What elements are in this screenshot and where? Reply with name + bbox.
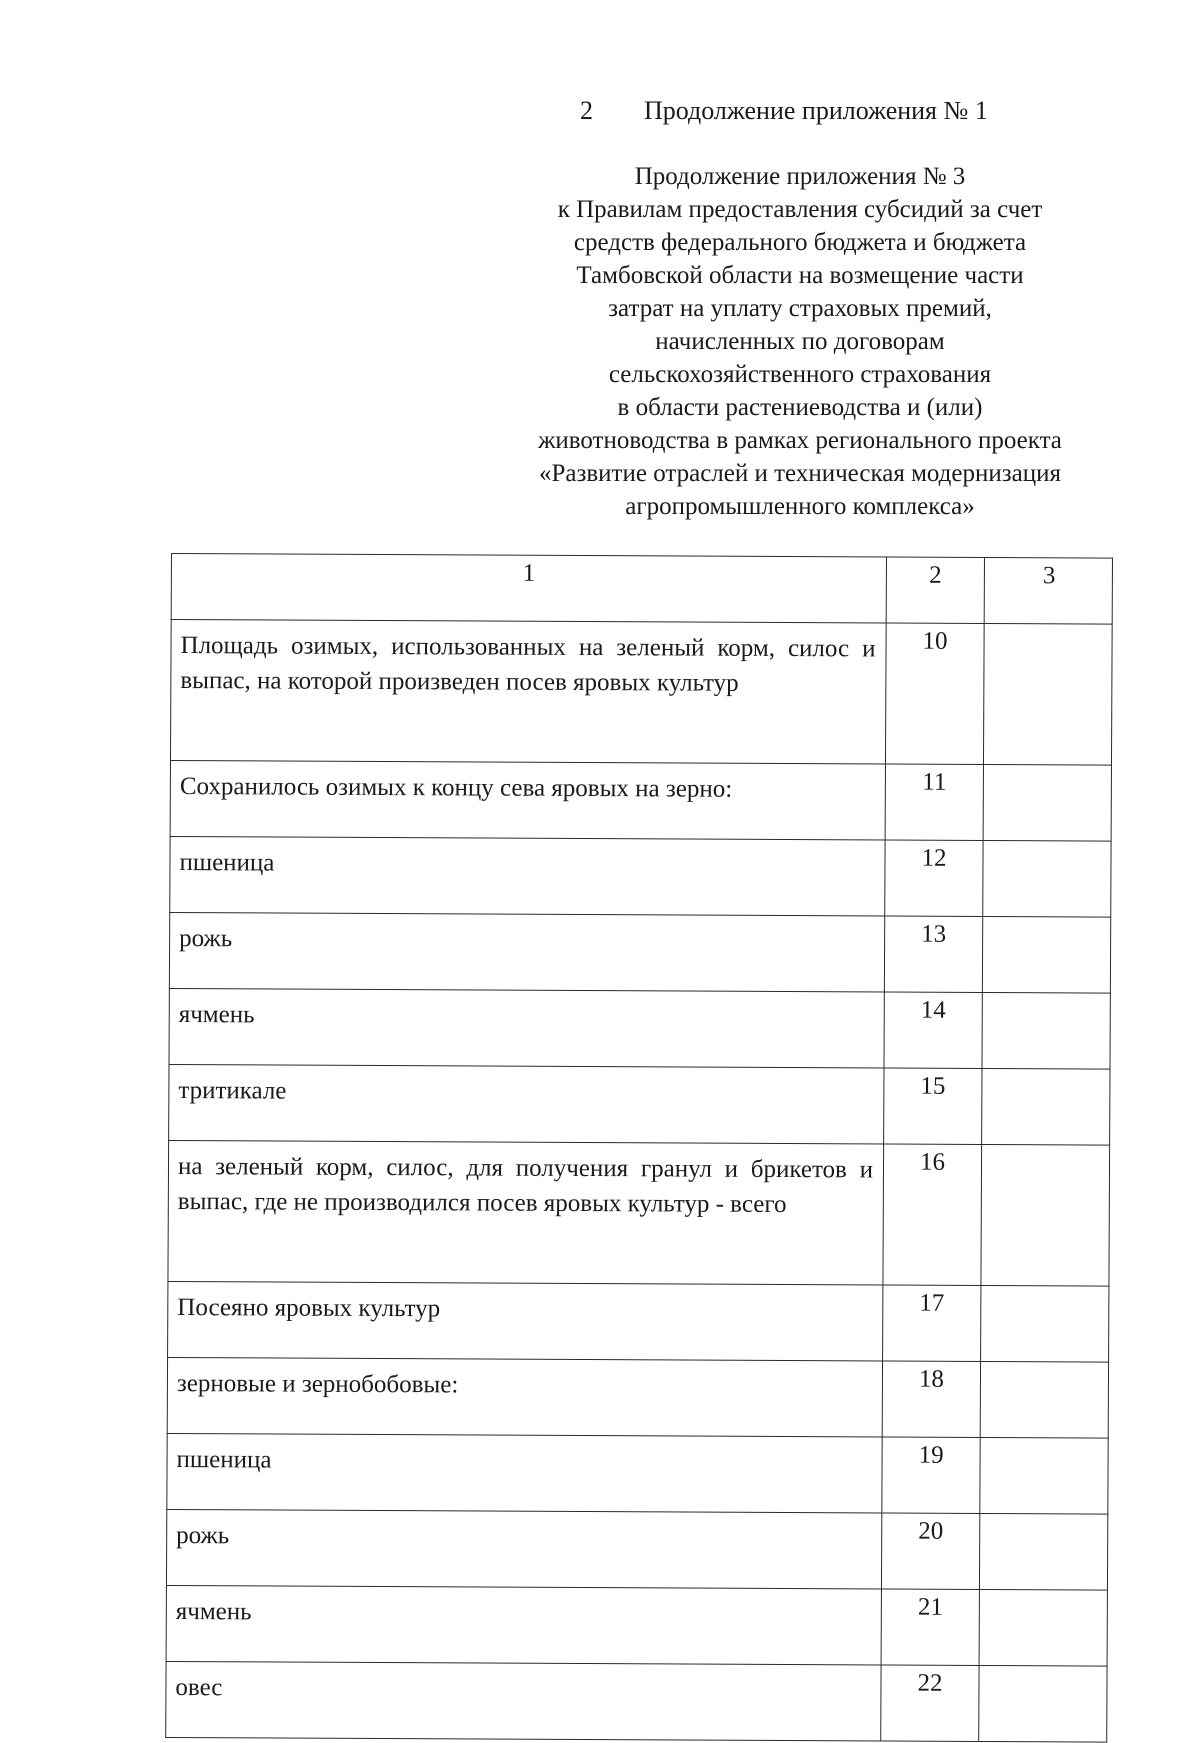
row-value bbox=[979, 1589, 1107, 1666]
row-label: рожь bbox=[169, 912, 884, 991]
row-label: зерновые и зернобобовые: bbox=[167, 1357, 882, 1436]
row-value bbox=[982, 992, 1110, 1069]
row-label: пшеница bbox=[170, 836, 885, 915]
row-value bbox=[979, 1513, 1107, 1590]
table-row bbox=[170, 760, 1111, 841]
row-code: 13 bbox=[884, 916, 982, 992]
row-code: 20 bbox=[881, 1513, 979, 1589]
column-header-3: 3 bbox=[984, 557, 1112, 624]
appendix-line: начисленных по договорам bbox=[655, 328, 945, 355]
data-table bbox=[165, 553, 1113, 1743]
column-header-2: 2 bbox=[886, 557, 984, 623]
table-row bbox=[168, 1140, 1110, 1286]
table-row bbox=[170, 836, 1111, 917]
appendix-line: в области растениеводства и (или) bbox=[617, 394, 983, 421]
column-header-1: 1 bbox=[171, 554, 886, 623]
table-row bbox=[169, 988, 1110, 1069]
appendix-line: средств федерального бюджета и бюджета bbox=[573, 229, 1027, 256]
continuation-title: Продолжение приложения № 1 bbox=[644, 96, 988, 125]
row-label: овес bbox=[166, 1661, 881, 1740]
page-number: 2 bbox=[580, 96, 593, 125]
table-header-row bbox=[171, 554, 1112, 625]
row-value bbox=[980, 1361, 1108, 1438]
row-label: Площадь озимых, использованных на зеленый корм, силос и выпас, на которой произведен посев яровых культур bbox=[170, 620, 886, 764]
appendix-line: «Развитие отраслей и техническая модернизация bbox=[539, 460, 1061, 487]
row-value bbox=[981, 1144, 1110, 1286]
row-code: 12 bbox=[885, 840, 983, 916]
appendix-line: сельскохозяйственного страхования bbox=[608, 361, 992, 388]
appendix-line: затрат на уплату страховых премий, bbox=[608, 295, 992, 322]
table-row bbox=[167, 1433, 1108, 1514]
table-row bbox=[166, 1661, 1107, 1742]
row-value bbox=[982, 916, 1110, 993]
row-value bbox=[981, 1285, 1109, 1362]
table-row bbox=[166, 1509, 1107, 1590]
row-code: 17 bbox=[883, 1285, 981, 1361]
table-row bbox=[166, 1585, 1107, 1666]
row-label: тритикале bbox=[169, 1064, 884, 1143]
row-label: на зеленый корм, силос, для получения гранул и брикетов и выпас, где не производился посев яровых культур - всего bbox=[168, 1140, 884, 1284]
table-row bbox=[170, 620, 1112, 766]
table-row bbox=[168, 1281, 1109, 1362]
appendix-line: агропромышленного комплекса» bbox=[625, 493, 975, 520]
appendix-note bbox=[480, 160, 1120, 523]
row-value bbox=[983, 764, 1111, 841]
row-label: Посеяно яровых культур bbox=[168, 1281, 883, 1360]
row-code: 14 bbox=[884, 992, 982, 1068]
row-label: ячмень bbox=[169, 988, 884, 1067]
table-row bbox=[169, 1064, 1110, 1145]
row-label: пшеница bbox=[167, 1433, 882, 1512]
table-row bbox=[167, 1357, 1108, 1438]
appendix-line: к Правилам предоставления субсидий за счет bbox=[557, 196, 1043, 223]
row-label: Сохранилось озимых к концу сева яровых на зерно: bbox=[170, 760, 885, 839]
row-code: 18 bbox=[882, 1361, 980, 1437]
row-code: 11 bbox=[885, 764, 983, 840]
row-value bbox=[983, 623, 1112, 765]
row-code: 10 bbox=[885, 623, 984, 764]
row-value bbox=[982, 1068, 1110, 1145]
row-code: 19 bbox=[882, 1437, 980, 1513]
row-value bbox=[980, 1437, 1108, 1514]
appendix-line: Тамбовской области на возмещение части bbox=[576, 262, 1024, 289]
appendix-line: Продолжение приложения № 3 bbox=[634, 163, 966, 190]
appendix-line: животноводства в рамках регионального проекта bbox=[538, 427, 1062, 454]
table-row bbox=[169, 912, 1110, 993]
row-label: рожь bbox=[166, 1509, 881, 1588]
page-header bbox=[580, 96, 988, 126]
row-code: 22 bbox=[881, 1665, 979, 1741]
row-code: 15 bbox=[884, 1068, 982, 1144]
row-value bbox=[983, 840, 1111, 917]
row-value bbox=[979, 1665, 1107, 1742]
row-code: 21 bbox=[881, 1589, 979, 1665]
row-code: 16 bbox=[883, 1144, 982, 1285]
row-label: ячмень bbox=[166, 1585, 881, 1664]
